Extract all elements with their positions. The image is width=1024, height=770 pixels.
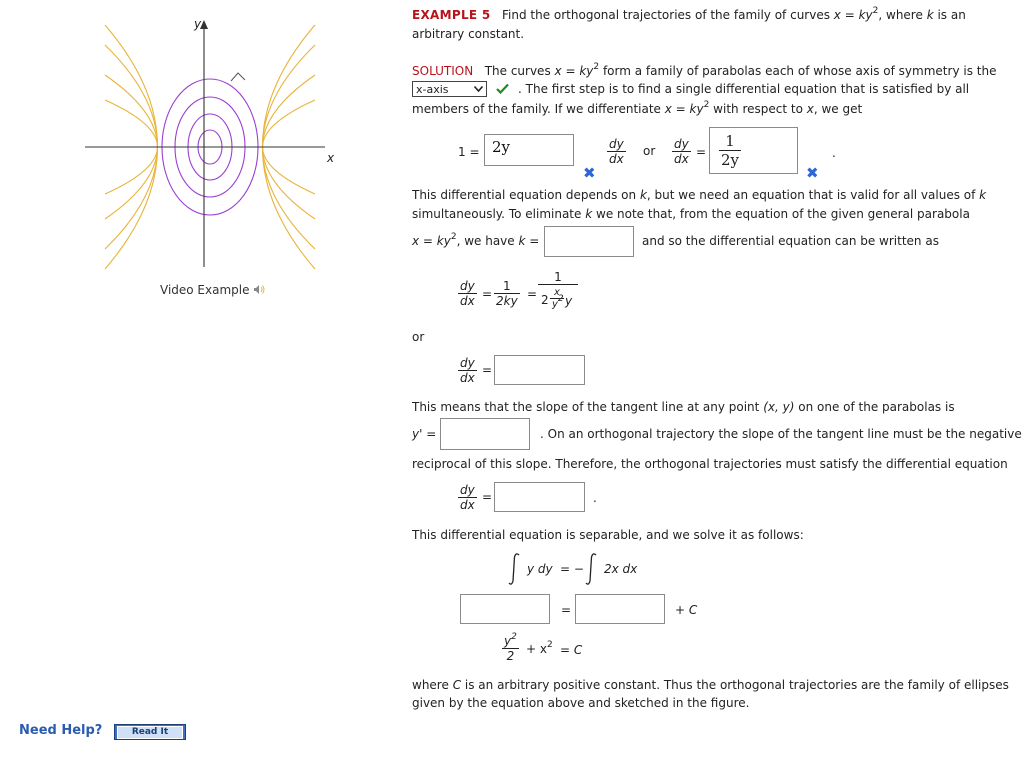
eq2-frac2-ypost: y: [565, 294, 573, 308]
para3-line3: reciprocal of this slope. Therefore, the orthogonal trajectories must satisfy the differential equation: [412, 457, 1008, 471]
integral-sign-icon: [507, 552, 521, 586]
eq7-frac: [502, 634, 519, 663]
incorrect-icon: ✖: [806, 164, 819, 182]
para2-text: we note that, from the equation of the given general parabola: [596, 207, 970, 221]
right-angle-marker: [231, 73, 245, 81]
eq7-num: y: [504, 634, 512, 648]
eq6-equals: =: [561, 603, 572, 617]
eq7-num-sup: 2: [511, 632, 517, 642]
para2-k-eq: k =: [518, 234, 540, 248]
need-help-label: Need Help?: [19, 723, 103, 738]
answer-input-2-num: 1: [719, 132, 741, 151]
eq5-equals: = −: [560, 562, 584, 576]
solution-eq-sup: 2: [703, 100, 710, 110]
eq2-frac2-two: 2: [541, 293, 549, 307]
eq1-or: or: [643, 144, 656, 158]
eq1-dydx: [607, 137, 626, 166]
para2-eq: x = ky: [412, 234, 451, 248]
para2-line1: [412, 188, 986, 202]
x-axis-label: x: [327, 151, 335, 165]
axis-select[interactable]: [412, 81, 487, 97]
eq4-period: .: [593, 491, 597, 505]
para2-line2: [412, 207, 970, 221]
speaker-icon: [253, 284, 265, 295]
example-text: is an: [937, 8, 966, 22]
trajectories-figure: [80, 15, 350, 270]
eq2-equals-2: =: [527, 287, 538, 301]
answer-input-2[interactable]: [709, 127, 798, 174]
eq5-left: y dy: [527, 562, 553, 576]
para2-line3-end: and so the differential equation can be written as: [642, 234, 939, 248]
eq7-plus-x: + x: [526, 642, 547, 656]
eq1-dy: dy: [609, 137, 624, 151]
eq7-eq-c: = C: [560, 643, 583, 657]
eq2-frac2-sup: 2: [557, 294, 564, 304]
eq2-frac2-den: [538, 285, 578, 321]
eq1-lhs: 1 =: [458, 145, 480, 159]
example-text-line2: arbitrary constant.: [412, 27, 525, 41]
eq1-equals: =: [696, 145, 707, 159]
eq2-dy: dy: [460, 279, 475, 293]
axis-select-value[interactable]: x-axis: [416, 83, 449, 96]
para2-text: simultaneously. To eliminate: [412, 207, 582, 221]
eq1-dy2: dy: [674, 137, 689, 151]
or-text: or: [412, 330, 425, 344]
para2-text: , we have: [456, 234, 515, 248]
eq2-dx: dx: [460, 294, 475, 308]
eq2-frac1-num: 1: [494, 279, 520, 294]
para2-k: k: [639, 188, 647, 202]
eq1-dx2: dx: [674, 152, 689, 166]
eq2-frac2-num: 1: [538, 270, 578, 285]
eq3-dx: dx: [460, 371, 475, 385]
eq1-dx: dx: [609, 152, 624, 166]
solution-text: members of the family. If we differentiate: [412, 102, 661, 116]
para2-text: This differential equation depends on: [412, 188, 637, 202]
eq4-dx: dx: [460, 498, 475, 512]
y-axis-label: y: [194, 17, 202, 31]
para3-line2: . On an orthogonal trajectory the slope of the tangent line must be the negative: [540, 427, 1022, 441]
eq2-frac2-y2: [552, 294, 564, 310]
eq4-equals: =: [482, 490, 493, 504]
eq5-right: 2x dx: [604, 562, 638, 576]
checkmark-icon: [496, 83, 509, 94]
yprime-label: y' =: [412, 427, 437, 441]
answer-input-integral-right[interactable]: [575, 594, 665, 624]
para2-line3: [412, 234, 539, 248]
solution-text: The curves: [484, 64, 551, 78]
read-it-label[interactable]: Read It: [117, 726, 183, 739]
eq7-den: 2: [506, 649, 515, 663]
eq2-equals-1: =: [482, 287, 493, 301]
solution-text: form a family of parabolas each of whose axis of symmetry is the: [602, 64, 997, 78]
para2-k: k: [585, 207, 593, 221]
solution-eq: x = ky: [554, 64, 594, 78]
answer-input-2-fraction: [719, 132, 741, 169]
eq2-dydx: [458, 279, 477, 308]
answer-input-k[interactable]: [544, 226, 634, 257]
eq2-frac2-y: y: [552, 299, 558, 310]
chevron-down-icon: [474, 86, 483, 92]
video-example-link[interactable]: [160, 283, 265, 297]
answer-input-yprime[interactable]: [440, 418, 530, 450]
para5-text: where: [412, 678, 449, 692]
answer-input-integral-left[interactable]: [460, 594, 550, 624]
answer-input-orthogonal[interactable]: [494, 482, 585, 512]
para5-text: is an arbitrary positive constant. Thus the orthogonal trajectories are the family of ellipses: [464, 678, 1009, 692]
solution-label: SOLUTION: [412, 64, 474, 78]
eq1-period: .: [832, 146, 836, 160]
para2-eq-sup: 2: [450, 232, 457, 242]
para3-point: (x, y): [763, 400, 795, 414]
eq6-plus-c: + C: [675, 603, 698, 617]
eq2-frac1: [494, 279, 520, 308]
para5-line1: [412, 678, 1009, 692]
example-label: EXAMPLE 5: [412, 8, 491, 22]
eq2-frac1-den: 2ky: [496, 294, 518, 308]
para2-k: k: [979, 188, 987, 202]
answer-input-2-den: 2y: [721, 151, 740, 169]
solution-text: with respect to: [713, 102, 803, 116]
para5-line2: given by the equation above and sketched in the figure.: [412, 696, 750, 710]
para3-text: on one of the parabolas is: [798, 400, 955, 414]
eq2-frac2-x: x: [550, 287, 564, 299]
example-text: , where: [878, 8, 923, 22]
incorrect-icon: ✖: [583, 164, 596, 182]
solution-line1: [412, 64, 996, 78]
para3-line1: [412, 400, 955, 414]
example-eq: x = ky: [833, 8, 873, 22]
eq7-rest: [526, 642, 553, 656]
para3-text: This means that the slope of the tangent line at any point: [412, 400, 760, 414]
eq4-dy: dy: [460, 483, 475, 497]
y-axis-arrow: [200, 20, 208, 29]
solution-line2: . The first step is to find a single differential equation that is satisfied by all: [518, 82, 970, 96]
answer-input-1[interactable]: [484, 134, 574, 166]
solution-text: , we get: [813, 102, 863, 116]
eq3-equals: =: [482, 363, 493, 377]
para5-c: C: [452, 678, 462, 692]
eq3-dydx: [458, 356, 477, 385]
axes: [85, 27, 325, 267]
read-it-button[interactable]: [114, 724, 186, 740]
solution-line3: [412, 102, 862, 116]
answer-input-dydx[interactable]: [494, 355, 585, 385]
eq3-dy: dy: [460, 356, 475, 370]
eq2-frac2: [538, 270, 578, 321]
example-text: Find the orthogonal trajectories of the family of curves: [502, 8, 830, 22]
example-k: k: [926, 8, 934, 22]
solution-eq-sup: 2: [593, 62, 600, 72]
integral-sign-icon: [584, 552, 598, 586]
example-eq-sup: 2: [872, 6, 879, 16]
para2-text: , but we need an equation that is valid for all values of: [646, 188, 976, 202]
para4: This differential equation is separable, and we solve it as follows:: [412, 528, 804, 542]
eq1-dydx-2: [672, 137, 691, 166]
example-statement: [412, 8, 966, 22]
solution-eq: x = ky: [664, 102, 704, 116]
eq7-x-sup: 2: [546, 640, 553, 650]
eq4-dydx: [458, 483, 477, 512]
answer-input-1-value: 2y: [492, 138, 511, 156]
solution-x: x: [806, 102, 814, 116]
video-example-label[interactable]: Video Example: [160, 283, 250, 297]
